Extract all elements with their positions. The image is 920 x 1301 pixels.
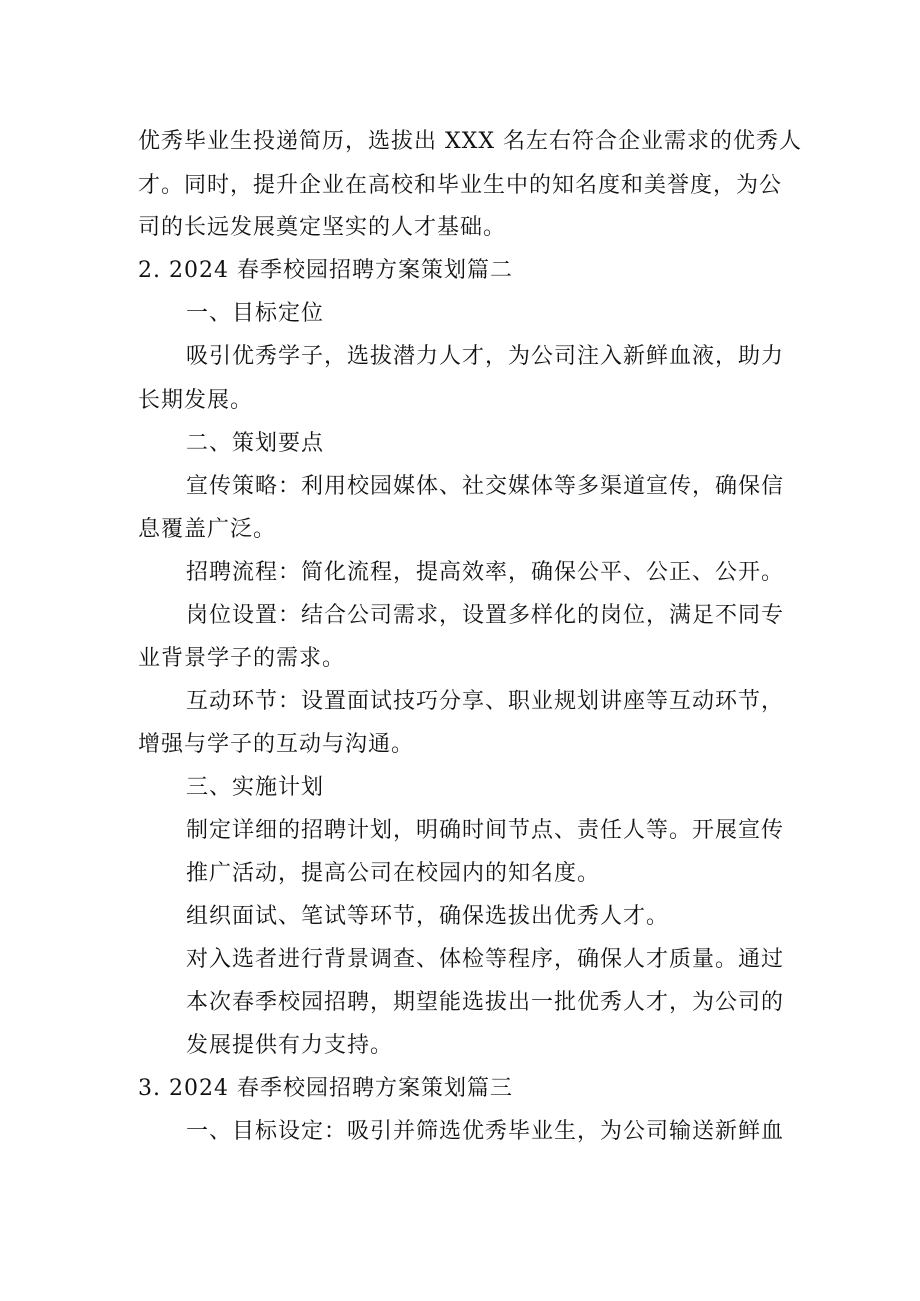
paragraph-line: 业背景学子的需求。 [138,646,346,671]
section-heading: 2. 2024 春季校园招聘方案策划篇二 [138,258,513,283]
paragraph-line: 岗位设置：结合公司需求，设置多样化的岗位，满足不同专 [186,603,785,628]
subheading: 二、策划要点 [186,431,325,456]
paragraph-line: 吸引优秀学子，选拔潜力人才，为公司注入新鲜血液，助力 [186,344,785,369]
paragraph-line: 长期发展。 [138,388,254,413]
paragraph-line: 推广活动，提高公司在校园内的知名度。 [186,861,601,886]
paragraph-line: 司的长远发展奠定坚实的人才基础。 [138,215,507,240]
paragraph-line: 组织面试、笔试等环节，确保选拔出优秀人才。 [186,904,670,929]
paragraph-line: 增强与学子的互动与沟通。 [138,732,415,757]
paragraph-line: 宣传策略：利用校园媒体、社交媒体等多渠道宣传，确保信 [186,474,785,499]
paragraph-line: 对入选者进行背景调查、体检等程序，确保人才质量。通过 [186,947,785,972]
section-heading: 3. 2024 春季校园招聘方案策划篇三 [138,1076,513,1101]
paragraph-line: 互动环节：设置面试技巧分享、职业规划讲座等互动环节， [186,689,785,714]
paragraph-line: 一、目标设定：吸引并筛选优秀毕业生，为公司输送新鲜血 [186,1119,785,1144]
paragraph-line: 息覆盖广泛。 [138,517,277,542]
paragraph-line: 才。同时，提升企业在高校和毕业生中的知名度和美誉度，为公 [138,173,783,198]
subheading: 一、目标定位 [186,301,325,326]
paragraph-line: 优秀毕业生投递简历，选拔出 XXX 名左右符合企业需求的优秀人 [138,129,802,154]
paragraph-line: 发展提供有力支持。 [186,1033,394,1058]
paragraph-line: 制定详细的招聘计划，明确时间节点、责任人等。开展宣传 [186,818,785,843]
paragraph-line: 本次春季校园招聘，期望能选拔出一批优秀人才，为公司的 [186,990,785,1015]
paragraph-line: 招聘流程：简化流程，提高效率，确保公平、公正、公开。 [186,560,785,585]
subheading: 三、实施计划 [186,775,325,800]
